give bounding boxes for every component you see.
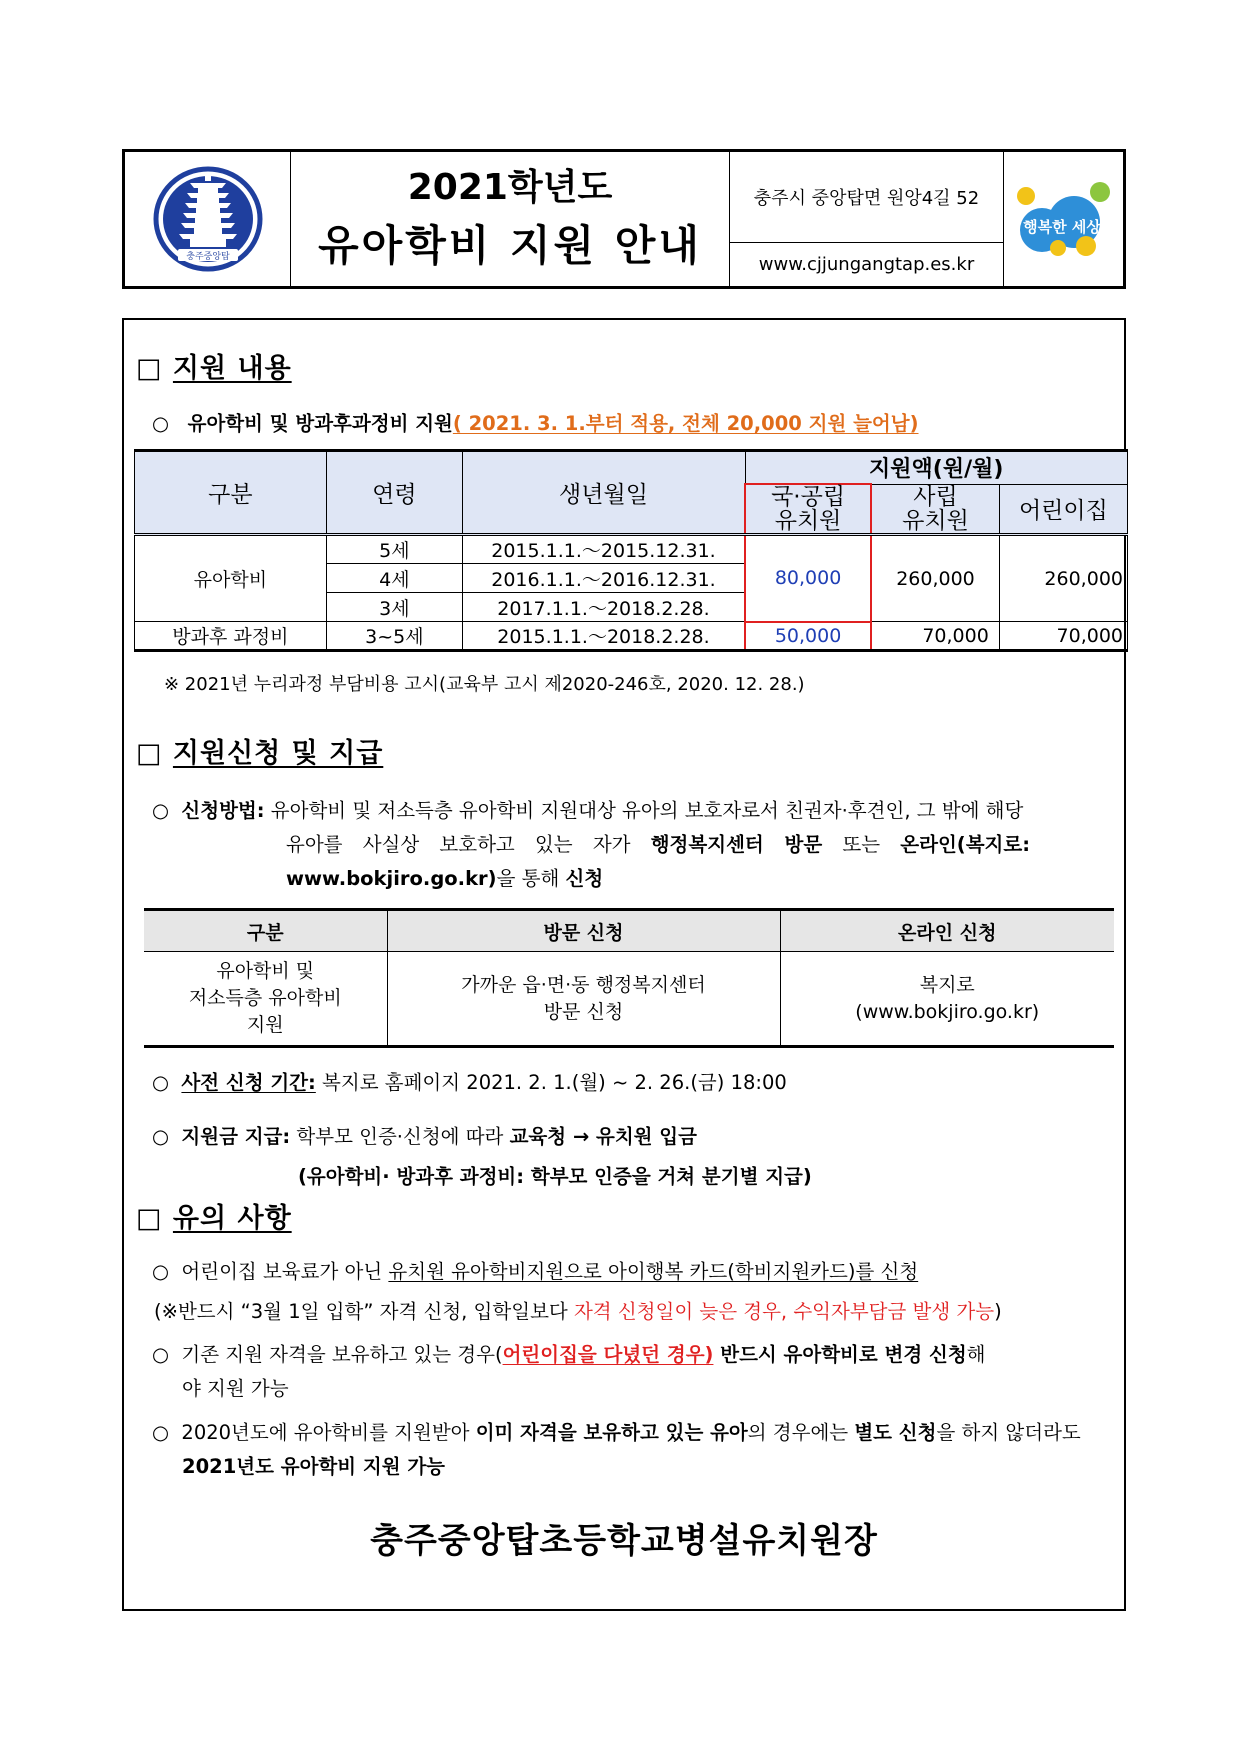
legal-footnote: ※ 2021년 누리과정 부담비용 고시(교육부 고시 제2020-246호, 2020. 12. 28.)	[164, 674, 805, 695]
tuition-daycare-amount: 260,000	[999, 535, 1127, 622]
col-support-amount: 지원액(원/월)	[745, 451, 1127, 485]
payment-note: (유아학비· 방과후 과정비: 학부모 인증을 거쳐 분기별 지급)	[298, 1165, 812, 1188]
note-item-2: ○ 기존 지원 자격을 보유하고 있는 경우(어린이집을 다녔던 경우) 반드시 유아학비로 변경 신청해	[152, 1343, 986, 1366]
slogan-cell	[1004, 152, 1123, 286]
apply-cell-visit: 가까운 읍·면·동 행정복지센터 방문 신청	[387, 952, 780, 1047]
method-line-3: www.bokjiro.go.kr)을 통해 신청	[286, 867, 604, 890]
pre-application-period: ○ 사전 신청 기간: 복지로 홈페이지 2021. 2. 1.(월) ~ 2. 26.(금) 18:00	[152, 1071, 787, 1094]
school-logo-cell	[125, 152, 291, 286]
note-item-3: ○ 2020년도에 유아학비를 지원받아 이미 자격을 보유하고 있는 유아의 경우에는 별도 신청을 하지 않더라도	[152, 1421, 1081, 1444]
afterschool-public-amount: 50,000	[745, 622, 871, 651]
section-heading-support: □ 지원 내용	[136, 353, 292, 384]
payment-info: ○ 지원금 지급: 학부모 인증·신청에 따라 교육청 → 유치원 입금	[152, 1125, 697, 1148]
slogan-text: 행복한 세상	[1022, 218, 1101, 236]
note-item-3-line-2: 2021년도 유아학비 지원 가능	[182, 1455, 446, 1478]
table-row: 3세 2017.1.1.～2018.2.28.	[135, 593, 1128, 622]
application-method-table	[144, 908, 1114, 1048]
table-row	[144, 952, 1114, 1047]
apply-cell-online: 복지로 (www.bokjiro.go.kr)	[780, 952, 1114, 1047]
support-bullet: ○ 유아학비 및 방과후과정비 지원( 2021. 3. 1.부터 적용, 전체 20,000 지원 늘어남)	[152, 412, 919, 435]
table-row: 방과후 과정비 3~5세 2015.1.1.～2018.2.28. 50,000 70,000 70,000	[135, 622, 1128, 651]
apply-col-visit: 방문 신청	[387, 910, 780, 952]
support-change-note: ( 2021. 3. 1.부터 적용, 전체 20,000 지원 늘어남)	[452, 412, 919, 435]
section-heading-application: □ 지원신청 및 지급	[136, 738, 384, 769]
method-line-1: ○ 신청방법: 유아학비 및 저소득층 유아학비 지원대상 유아의 보호자로서 친권자·후견인, 그 밖에 해당	[152, 799, 1024, 822]
row-tuition-category: 유아학비	[135, 535, 327, 622]
title-cell	[291, 152, 730, 286]
notice-body	[122, 318, 1126, 1611]
tuition-public-amount: 80,000	[745, 535, 871, 622]
tuition-private-amount: 260,000	[871, 535, 999, 622]
section-heading-notes: □ 유의 사항	[136, 1203, 292, 1234]
school-info-cell	[730, 152, 1004, 286]
title-main: 유아학비 지원 안내	[318, 221, 702, 270]
col-age: 연령	[326, 451, 462, 535]
slogan-logo-icon	[1012, 174, 1116, 264]
afterschool-daycare-amount: 70,000	[999, 622, 1127, 651]
note-item-2-line-2: 야 지원 가능	[182, 1377, 289, 1400]
note-item-1-detail: (※반드시 “3월 1일 입학” 자격 신청, 입학일보다 자격 신청일이 늦은 경우, 수익자부담금 발생 가능)	[154, 1300, 1002, 1323]
col-birthdate: 생년월일	[462, 451, 745, 535]
col-category: 구분	[135, 451, 327, 535]
col-private-kindergarten: 사립 유치원	[871, 484, 999, 535]
apply-col-online: 온라인 신청	[780, 910, 1114, 952]
school-address: 충주시 중앙탑면 원앙4길 52	[730, 152, 1003, 243]
afterschool-private-amount: 70,000	[871, 622, 999, 651]
method-line-2: 유아를 사실상 보호하고 있는 자가 행정복지센터 방문 또는 온라인(복지로:	[286, 833, 1031, 856]
apply-col-category: 구분	[144, 910, 387, 952]
row-afterschool-category: 방과후 과정비	[135, 622, 327, 651]
document-header	[122, 149, 1126, 289]
col-daycare: 어린이집	[999, 484, 1127, 535]
logo-caption: 충주중앙탑	[185, 252, 230, 262]
apply-cell-category: 유아학비 및 저소득층 유아학비 지원	[144, 952, 387, 1047]
title-year: 2021학년도	[407, 167, 613, 208]
principal-signature: 충주중앙탑초등학교병설유치원장	[370, 1521, 878, 1561]
school-website: www.cjjungangtap.es.kr	[758, 254, 975, 275]
table-row: 4세 2016.1.1.～2016.12.31.	[135, 564, 1128, 593]
col-public-kindergarten: 국·공립 유치원	[745, 484, 871, 535]
support-amount-table	[134, 449, 1128, 652]
pagoda-logo-icon	[152, 163, 264, 275]
note-item-1: ○ 어린이집 보육료가 아닌 유치원 유아학비지원으로 아이행복 카드(학비지원카드)를 신청	[152, 1260, 919, 1283]
table-row: 유아학비 5세 2015.1.1.～2015.12.31. 80,000 260,000 260,000	[135, 535, 1128, 564]
